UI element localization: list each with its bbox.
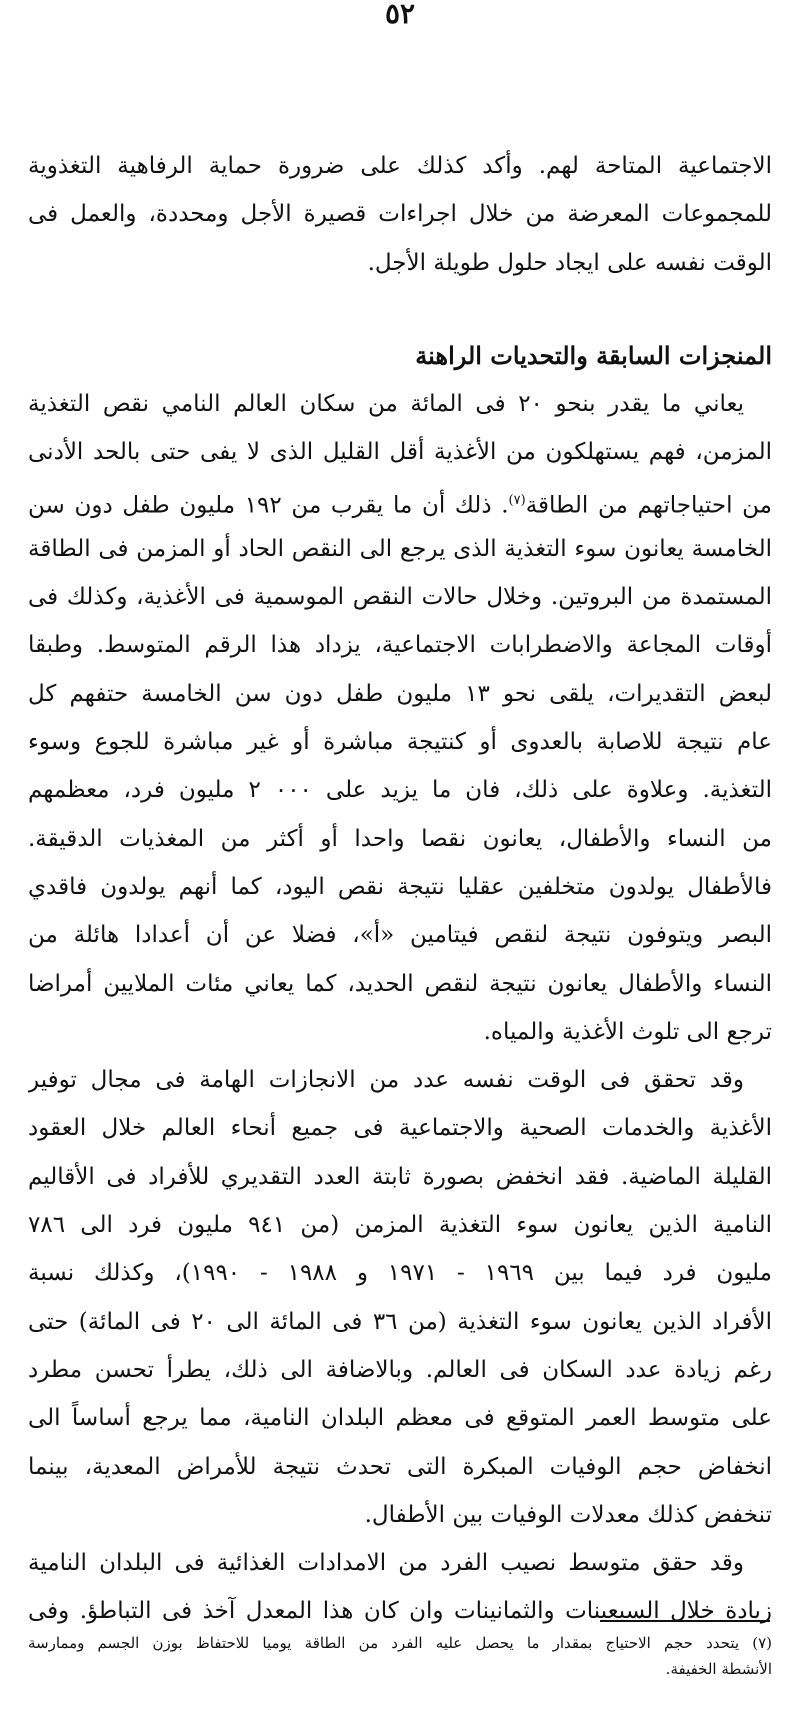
text-line: للمجموعات المعرضة من خلال اجراءات قصيرة الأجل ومحددة، والعمل فى [28,201,772,228]
section-heading: المنجزات السابقة والتحديات الراهنة [415,341,772,370]
text-line: القليلة الماضية. فقد انخفض بصورة ثابتة العدد التقديري للأفراد فى الأقاليم [28,1163,772,1190]
text-line: الأغذية والخدمات الصحية والاجتماعية فى جميع أنحاء العالم خلال العقود [28,1115,772,1142]
text-line: المزمن، فهم يستهلكون من الأغذية أقل القليل الذى لا يفى حتى بالحد الأدنى [28,439,772,466]
text-line-with-footnote-ref [28,477,772,525]
text-line: الوقت نفسه على ايجاد حلول طويلة الأجل. [367,249,772,276]
text-line: المستمدة من البروتين. وخلال حالات النقص الموسمية فى الأغذية، وكذلك فى [28,584,772,611]
text-line: التغذية. وعلاوة على ذلك، فان ما يزيد على ٠٠٠ ٢ مليون فرد، معظمهم [28,777,772,804]
text-segment: من احتياجاتهم من الطاقة [525,492,772,519]
text-line: على متوسط العمر المتوقع فى معظم البلدان النامية، مما يرجع أساساً الى [28,1405,772,1432]
page-number: ٥٢ [384,0,416,30]
text-line: تنخفض كذلك معدلات الوفيات بين الأطفال. [364,1501,772,1528]
text-line: مليون فرد فيما بين ١٩٦٩ - ١٩٧١ و ١٩٨٨ - ١٩٩٠)، وكذلك نسبة [28,1260,772,1287]
text-line: ترجع الى تلوث الأغذية والمياه. [483,1018,772,1045]
footnote-divider [600,1620,770,1622]
text-line: أوقات المجاعة والاضطرابات الاجتماعية، يزداد هذا الرقم المتوسط. وطبقا [28,632,772,659]
footnote-reference[interactable]: (٧) [508,492,526,508]
text-line: النساء والأطفال يعانون نتيجة لنقص الحديد، كما يعاني مئات الملايين أمراضا [28,970,772,997]
text-line: زيادة خلال السبعينات والثمانينات وان كان هذا المعدل آخذ فى التباطؤ. وفى [28,1598,772,1625]
section-heading-block [28,332,772,380]
footnote-line: الأنشطة الخفيفة. [665,1660,772,1678]
text-segment: . ذلك أن ما يقرب من ١٩٢ مليون طفل دون سن [28,492,509,519]
text-line: البصر ويتوفون نتيجة لنقص فيتامين «أ»، فضلا عن أن أعدادا هائلة من [28,922,772,949]
text-line: رغم زيادة عدد السكان فى العالم. وبالاضافة الى ذلك، يطرأ تحسن مطرد [28,1356,772,1383]
text-line: النامية الذين يعانون سوء التغذية المزمن (من ٩٤١ مليون فرد الى ٧٨٦ [28,1212,772,1239]
intro-paragraph [28,142,772,287]
text-line: وقد تحقق فى الوقت نفسه عدد من الانجازات الهامة فى مجال توفير [28,1067,744,1094]
text-line: يعاني ما يقدر بنحو ٢٠ فى المائة من سكان العالم النامي نقص التغذية [28,391,744,417]
text-line: الخامسة يعانون سوء التغذية الذى يرجع الى النقص الحاد أو المزمن فى الطاقة [28,535,772,562]
text-line: فالأطفال يولدون متخلفين عقليا نتيجة نقص اليود، كما أنهم يولدون فاقدي [28,873,772,900]
text-line: عام نتيجة للاصابة بالعدوى أو كنتيجة مباشرة أو غير مباشرة للجوع وسوء [28,729,772,756]
footnote-line: (٧) يتحدد حجم الاحتياج بمقدار ما يحصل عليه الفرد من الطاقة يوميا للاحتفاظ بوزن الجسم وممارسة [28,1634,772,1652]
body-text [28,380,772,1636]
text-line: الاجتماعية المتاحة لهم. وأكد كذلك على ضرورة حماية الرفاهية التغذوية [28,153,772,179]
text-line: من النساء والأطفال، يعانون نقصا واحدا أو أكثر من المغذيات الدقيقة. [28,825,772,852]
text-line: انخفاض حجم الوفيات المبكرة التى تحدث نتيجة للأمراض المعدية، بينما [28,1453,772,1480]
footnote [28,1630,772,1682]
text-line: لبعض التقديرات، يلقى نحو ١٣ مليون طفل دون سن الخامسة حتفهم كل [28,680,772,707]
text-line: وقد حقق متوسط نصيب الفرد من الامدادات الغذائية فى البلدان النامية [28,1550,744,1577]
text-line: الأفراد الذين يعانون سوء التغذية (من ٣٦ فى المائة الى ٢٠ فى المائة) حتى [28,1308,772,1335]
